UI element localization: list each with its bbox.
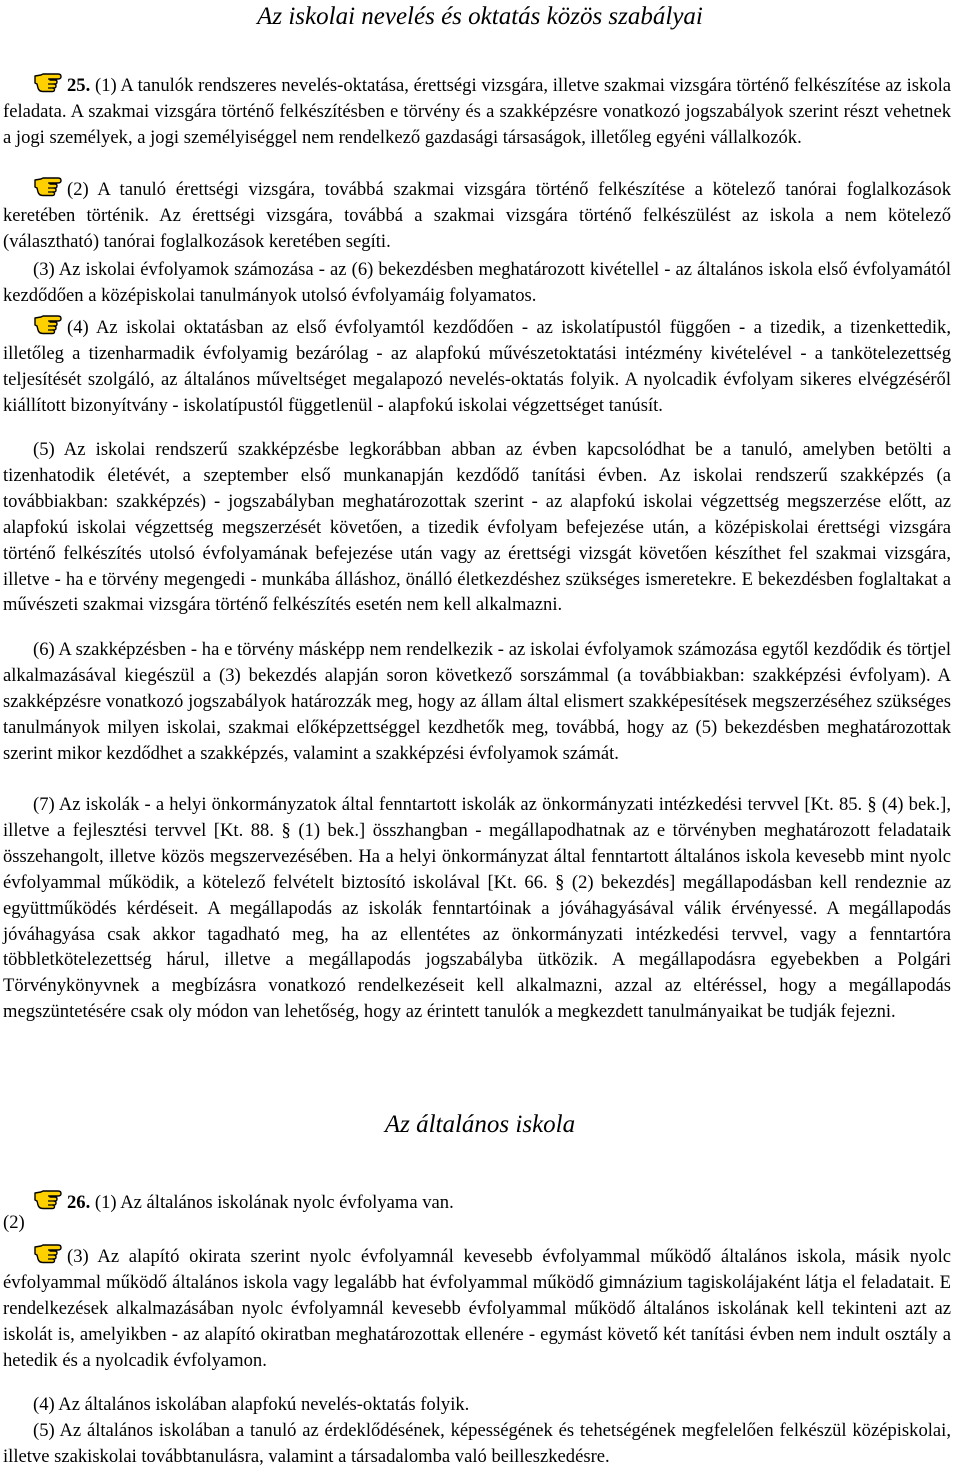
paragraph-text: (1) A tanulók rendszeres nevelés-oktatása, érettségi vizsgára, illetve szakmai vizsgára történő felkészítése az iskola feladata. [3, 75, 951, 122]
paragraph-text-continued: Az iskolai rendszerű szakképzés (a továbbiakban: szakképzés) - jogszabályban meghatározottak szerint - az alapfokú iskolai végzettség megszerzése előtt, az alapfokú iskolai végzettség megszerzését követően, a tizedik évfolyam befejezése után, a középiskolai érettségi vizsgára történő felkészítés utolsó évfolyamának befejezése után vagy az érettségi vizsgát követően készíthet fel szakmai vizsgára, illetve - ha e törvény megengedi - munkába álláshoz, önálló életkezdéshez szükséges ismeretekre. E bekezdésben foglaltakat a művészeti szakmai vizsgára történő felkészítés esetén nem kell alkalmazni. [3, 464, 951, 616]
paragraph-text-continued: A nyolcadik évfolyam sikeres elvégzéséről kiállított bizonyítvány - iskolatípustól függetlenül - alapfokú iskolai végzettséget tanúsít. [3, 368, 952, 416]
section-title-common-rules: Az iskolai nevelés és oktatás közös szabályai [257, 3, 703, 30]
section-number-26: 26. [67, 1192, 91, 1213]
pointing-hand-icon[interactable] [33, 1238, 65, 1264]
paragraph-text: (5) Az iskolai rendszerű szakképzésbe legkorábban abban az évben kapcsolódhat be a tanuló, amelyben betölti a tizenhatodik életévét, a szeptember első munkanapján kezdődő tanítási évben. [3, 439, 951, 486]
paragraph-25-3 [3, 257, 951, 309]
paragraph-text: (4) Az általános iskolában alapfokú nevelés-oktatás folyik. [33, 1394, 470, 1415]
paragraph-text-continued: A szakképzésre vonatkozó jogszabályok határozzák meg, hogy az állam által elismert szakképesítések megszerzéséhez szükséges tanulmányok milyen iskolai, szakmai előképzettséggel kezdhetők meg, továbbá, hogy az (5) bekezdésben meghatározottak szerint mikor kezdődhet a szakképzés, valamint a szakképzési évfolyamok számát. [3, 664, 951, 764]
paragraph-26-2 [3, 1210, 951, 1236]
paragraph-26-5 [3, 1418, 951, 1470]
paragraph-text: (7) Az iskolák - a helyi önkormányzatok által fenntartott iskolák az önkormányzati intézkedési tervvel [Kt. 85. § (4) bek.], illetve a fejlesztési tervvel [Kt. 88. § (1) bek.] összhangban - megállapodhatnak az e törvényben meghatározott feladataik összehangolt, illetve közös megszervezésében. [3, 794, 951, 867]
paragraph-25-7 [3, 792, 951, 1025]
pointing-hand-icon[interactable] [33, 171, 65, 197]
pointing-hand-icon[interactable] [33, 67, 65, 93]
paragraph-26-4 [3, 1392, 951, 1418]
paragraph-25-1 [3, 67, 951, 151]
paragraph-text: (5) Az általános iskolában a tanuló az érdeklődésének, képességének és tehetségének megfelelően felkészül középiskolai, illetve szakiskolai továbbtanulásra, valamint a társadalomba való beilleszkedésre. [3, 1420, 951, 1467]
paragraph-text: (2) A tanuló érettségi vizsgára, továbbá szakmai vizsgára történő felkészítése a kötelező tanórai foglalkozások keretében történik. [3, 179, 951, 226]
paragraph-text: (6) A szakképzésben - ha e törvény másképp nem rendelkezik - az iskolai évfolyamok számozása egytől kezdődik és törtjel alkalmazásával kiegészül a (3) bekezdés alapján soron következő sorszámmal (a továbbiakban: szakképzési évfolyam). [3, 639, 951, 686]
section-number-25: 25. [67, 75, 91, 96]
paragraph-text: (1) Az általános iskolának nyolc évfolyama van. [90, 1192, 454, 1213]
paragraph-25-2 [3, 171, 951, 255]
paragraph-text: (3) Az iskolai évfolyamok számozása - az (6) bekezdésben meghatározott kivétellel - az általános iskola első évfolyamától kezdődően a középiskolai tanulmányok utolsó évfolyamáig folyamatos. [3, 259, 951, 306]
paragraph-25-4 [3, 309, 951, 419]
paragraph-25-5 [3, 437, 951, 618]
paragraph-text-continued: Az érettségi vizsgára, továbbá a szakmai vizsgára történő felkészülést az iskola a nem kötelező (választható) tanórai foglalkozások keretében segíti. [3, 204, 952, 252]
section-title-primary-school: Az általános iskola [384, 1111, 576, 1138]
paragraph-text: (4) Az iskolai oktatásban az első évfolyamtól kezdődően - az iskolatípustól függően - a tizedik, a tizenkettedik, illetőleg a tizenharmadik évfolyamig bezárólag - az alapfokú művészetoktatási intézmény kivételével - a tankötelezettség teljesítését szolgáló, az általános műveltséget megalapozó nevelés-oktatás folyik. [3, 317, 951, 390]
paragraph-text-continued: A szakmai vizsgára történő felkészítésben e törvény és a szakképzésre vonatkozó jogszabályok szerint részt vehetnek a jogi személyek, a jogi személyiséggel nem rendelkező gazdasági társaságok, illetőleg egyéni vállalkozók. [3, 100, 951, 148]
pointing-hand-icon[interactable] [33, 1184, 65, 1210]
paragraph-25-6 [3, 637, 951, 767]
paragraph-text: (3) Az alapító okirata szerint nyolc évfolyamnál kevesebb évfolyammal működő általános iskola, másik nyolc évfolyammal működő általános iskola vagy legalább hat évfolyammal működő gimnázium tagiskolájaként látja el feladatait. E rendelkezések alkalmazásában nyolc évfolyamnál kevesebb évfolyammal működő általános iskolának kell tekinteni azt az iskolát is, amelyikben - az alapító okiratban meghatározottak ellenére - egymást követő két tanítási évben nem indult osztály a hetedik és a nyolcadik évfolyamon. [3, 1246, 951, 1371]
paragraph-text-continued: Ha a helyi önkormányzat által fenntartott általános iskola kevesebb mint nyolc évfolyammal működik, a kötelező felvételt biztosító iskolával [Kt. 66. § (2) bekezdés] megállapodásban kell rendeznie az együttműködés kérdéseit. A megállapodás az iskolák fenntartóinak a jóváhagyásával válik érvényessé. A megállapodás jóváhagyása csak akkor tagadható meg, ha az ellentétes az önkormányzati intézkedési tervvel, vagy a fenntartóra többletkötelezettség hárul, illetve a megállapodás jogszabályba ütközik. A megállapodásra egyebekben a Polgári Törvénykönyvnek a megbízásra vonatkozó rendelkezéseit kell alkalmazni, azzal az eltéréssel, hogy a megállapodás megszüntetésére csak oly módon van lehetőség, hogy az érintett tanulók a megkezdett tanulmányaikat be tudják fejezni. [3, 845, 951, 1023]
pointing-hand-icon[interactable] [33, 309, 65, 335]
paragraph-26-3 [3, 1238, 951, 1374]
paragraph-text: (2) [3, 1212, 25, 1233]
